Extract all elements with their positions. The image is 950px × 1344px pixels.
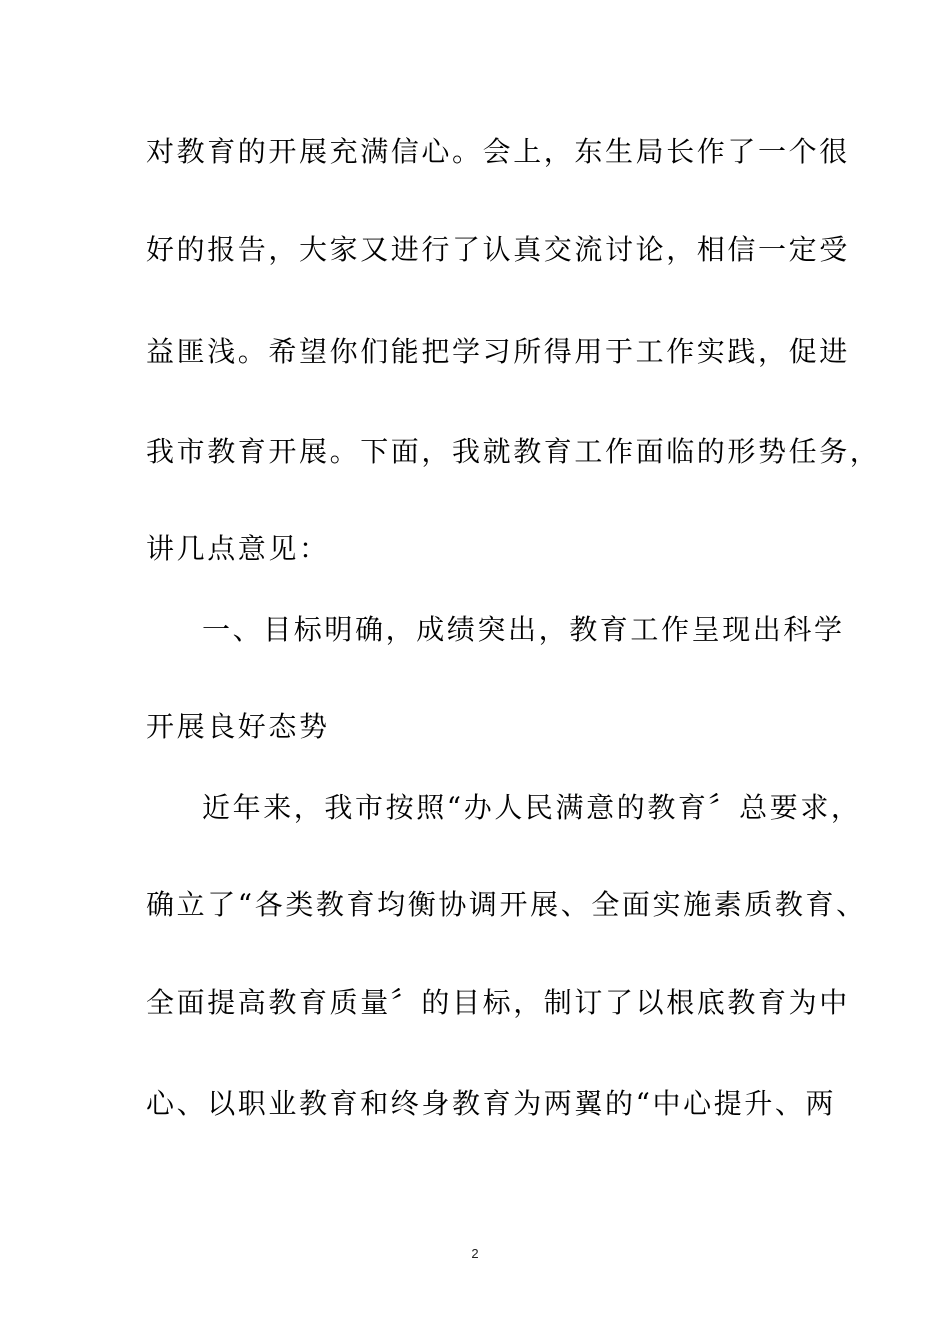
text-line: 全面提高教育质量〞的目标，制订了以根底教育为中: [146, 986, 850, 1019]
text-line: 益匪浅。希望你们能把学习所得用于工作实践，促进: [146, 335, 850, 368]
text-line: 确立了“各类教育均衡协调开展、全面实施素质教育、: [146, 888, 867, 921]
page-number: 2: [471, 1246, 479, 1261]
section-heading-line: 一、目标明确，成绩突出，教育工作呈现出科学: [202, 613, 845, 646]
section-heading-line: 开展良好态势: [146, 710, 330, 743]
text-line: 对教育的开展充满信心。会上，东生局长作了一个很: [146, 135, 850, 168]
text-line: 我市教育开展。下面，我就教育工作面临的形势任务，: [146, 435, 881, 468]
text-line: 心、以职业教育和终身教育为两翼的“中心提升、两: [146, 1087, 837, 1120]
text-line: 近年来，我市按照“办人民满意的教育〞总要求，: [202, 791, 862, 824]
text-line: 好的报告，大家又进行了认真交流讨论，相信一定受: [146, 233, 850, 266]
text-line: 讲几点意见：: [146, 532, 330, 565]
